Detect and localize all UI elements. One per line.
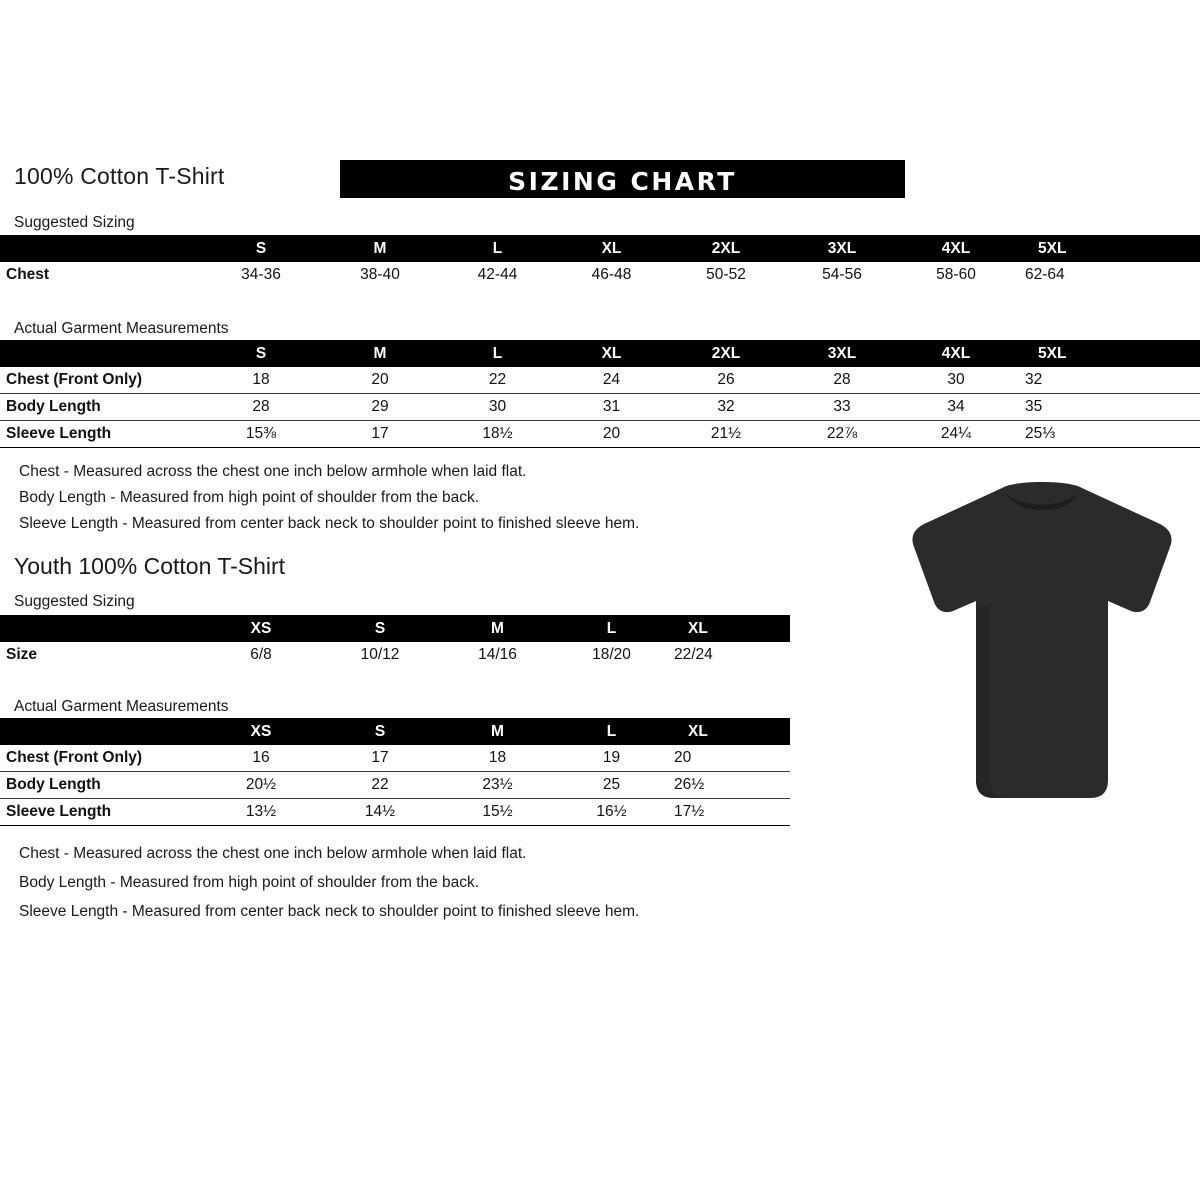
table-header-row	[0, 235, 1200, 262]
table-cell: 16½	[596, 803, 627, 820]
youth-suggested-sizing-table	[0, 615, 790, 668]
row-label: Chest (Front Only)	[6, 371, 143, 388]
table-cell: 13½	[245, 803, 277, 820]
tshirt-illustration	[898, 480, 1186, 810]
table-cell: 17	[371, 749, 389, 766]
column-header: L	[606, 722, 617, 740]
table-row	[0, 745, 790, 772]
adult-suggested-sizing-table	[0, 235, 1200, 288]
table-cell: 22	[488, 371, 507, 388]
sizing-chart-banner	[340, 160, 905, 198]
table-cell: 24	[602, 371, 621, 388]
column-header: L	[606, 619, 617, 637]
column-header: XL	[688, 722, 708, 740]
table-cell: 46-48	[591, 266, 632, 283]
table-cell: 17½	[674, 803, 705, 820]
column-header	[0, 340, 202, 367]
youth-actual-measurements-label: Actual Garment Measurements	[14, 698, 229, 715]
table-cell: 22⅞	[826, 425, 858, 442]
row-label: Sleeve Length	[6, 425, 112, 442]
table-cell: 18/20	[592, 646, 631, 663]
column-header: S	[374, 722, 386, 740]
row-label: Sleeve Length	[6, 803, 112, 820]
table-cell: 20	[371, 371, 389, 388]
table-cell: 10/12	[360, 646, 400, 663]
table-cell: 26	[717, 371, 735, 388]
table-cell: 17	[371, 425, 389, 442]
column-header: L	[492, 344, 503, 362]
table-cell: 14/16	[478, 646, 517, 663]
table-cell: 42-44	[477, 266, 518, 283]
column-header: M	[491, 722, 504, 740]
row-label: Chest	[6, 266, 50, 283]
adult-note-body-length: Body Length - Measured from high point of shoulder from the back.	[19, 489, 480, 506]
adult-actual-measurements-label: Actual Garment Measurements	[14, 320, 229, 337]
column-header: XS	[250, 722, 272, 740]
column-header: S	[374, 619, 386, 637]
column-header	[0, 235, 202, 262]
table-row	[0, 367, 1200, 394]
table-cell: 25	[602, 776, 621, 793]
table-cell: 20	[602, 425, 621, 442]
row-label: Body Length	[6, 776, 101, 793]
table-cell: 6/8	[250, 646, 272, 663]
adult-measurements-table	[0, 340, 1200, 448]
table-header-row	[0, 718, 790, 745]
column-header	[0, 615, 202, 642]
column-header: 3XL	[827, 239, 857, 257]
table-cell: 29	[371, 398, 389, 415]
table-cell: 58-60	[936, 266, 976, 283]
table-cell: 23½	[482, 776, 513, 793]
table-cell: 30	[947, 371, 965, 388]
table-cell: 28	[252, 398, 270, 415]
table-cell: 34	[947, 398, 965, 415]
table-row	[0, 394, 1200, 421]
column-header: 5XL	[1038, 239, 1067, 257]
table-cell: 35	[1025, 398, 1043, 415]
column-header: XL	[688, 619, 708, 637]
column-header: S	[255, 239, 267, 257]
table-cell: 22/24	[674, 646, 713, 663]
adult-note-chest: Chest - Measured across the chest one inch below armhole when laid flat.	[19, 463, 527, 480]
table-cell: 20½	[245, 776, 277, 793]
table-cell: 30	[488, 398, 507, 415]
youth-note-sleeve-length: Sleeve Length - Measured from center back neck to shoulder point to finished sleeve hem.	[19, 903, 640, 920]
column-header: M	[491, 619, 504, 637]
table-cell: 24¼	[940, 425, 972, 442]
youth-section-title: Youth 100% Cotton T-Shirt	[14, 553, 286, 579]
table-cell: 26½	[674, 776, 705, 793]
table-cell: 32	[717, 398, 735, 415]
youth-measurements-table	[0, 718, 790, 826]
row-label: Body Length	[6, 398, 101, 415]
table-cell: 20	[674, 749, 692, 766]
column-header: 4XL	[941, 239, 971, 257]
table-row	[0, 421, 1200, 448]
table-cell: 32	[1025, 371, 1043, 388]
column-header: M	[373, 344, 387, 362]
table-cell: 21½	[710, 425, 742, 442]
adult-note-sleeve-length: Sleeve Length - Measured from center back neck to shoulder point to finished sleeve hem.	[19, 515, 640, 532]
table-cell: 25⅓	[1025, 425, 1056, 442]
adult-suggested-sizing-label: Suggested Sizing	[14, 214, 135, 231]
column-header: 2XL	[711, 344, 741, 362]
table-cell: 28	[833, 371, 851, 388]
table-row	[0, 262, 1200, 288]
column-header: L	[492, 239, 503, 257]
table-cell: 33	[833, 398, 851, 415]
column-header: 4XL	[941, 344, 971, 362]
sizing-chart-banner-label: SIZING CHART	[508, 167, 737, 196]
table-row	[0, 772, 790, 799]
youth-note-chest: Chest - Measured across the chest one inch below armhole when laid flat.	[19, 845, 527, 862]
table-cell: 62-64	[1025, 266, 1065, 283]
youth-suggested-sizing-label: Suggested Sizing	[14, 593, 135, 610]
column-header: XS	[250, 619, 272, 637]
table-cell: 15½	[482, 803, 513, 820]
table-cell: 34-36	[241, 266, 281, 283]
table-cell: 18	[252, 371, 270, 388]
table-row	[0, 799, 790, 826]
youth-note-body-length: Body Length - Measured from high point of shoulder from the back.	[19, 874, 480, 891]
column-header: XL	[601, 239, 622, 257]
table-cell: 14½	[364, 803, 396, 820]
column-header: S	[255, 344, 267, 362]
column-header: M	[373, 239, 387, 257]
row-label: Size	[6, 646, 38, 663]
table-cell: 50-52	[706, 266, 746, 283]
table-header-row	[0, 615, 790, 642]
row-label: Chest (Front Only)	[6, 749, 143, 766]
table-cell: 18	[488, 749, 507, 766]
table-cell: 22	[371, 776, 389, 793]
column-header	[0, 718, 202, 745]
table-cell: 16	[252, 749, 270, 766]
table-cell: 54-56	[822, 266, 862, 283]
table-cell: 19	[602, 749, 621, 766]
column-header: XL	[601, 344, 622, 362]
table-row	[0, 642, 790, 668]
adult-section-title: 100% Cotton T-Shirt	[14, 163, 225, 189]
table-cell: 38-40	[360, 266, 400, 283]
table-cell: 31	[602, 398, 621, 415]
column-header: 2XL	[711, 239, 741, 257]
column-header: 5XL	[1038, 344, 1067, 362]
table-header-row	[0, 340, 1200, 367]
table-cell: 15⅜	[245, 425, 277, 442]
table-cell: 18½	[482, 425, 513, 442]
column-header: 3XL	[827, 344, 857, 362]
